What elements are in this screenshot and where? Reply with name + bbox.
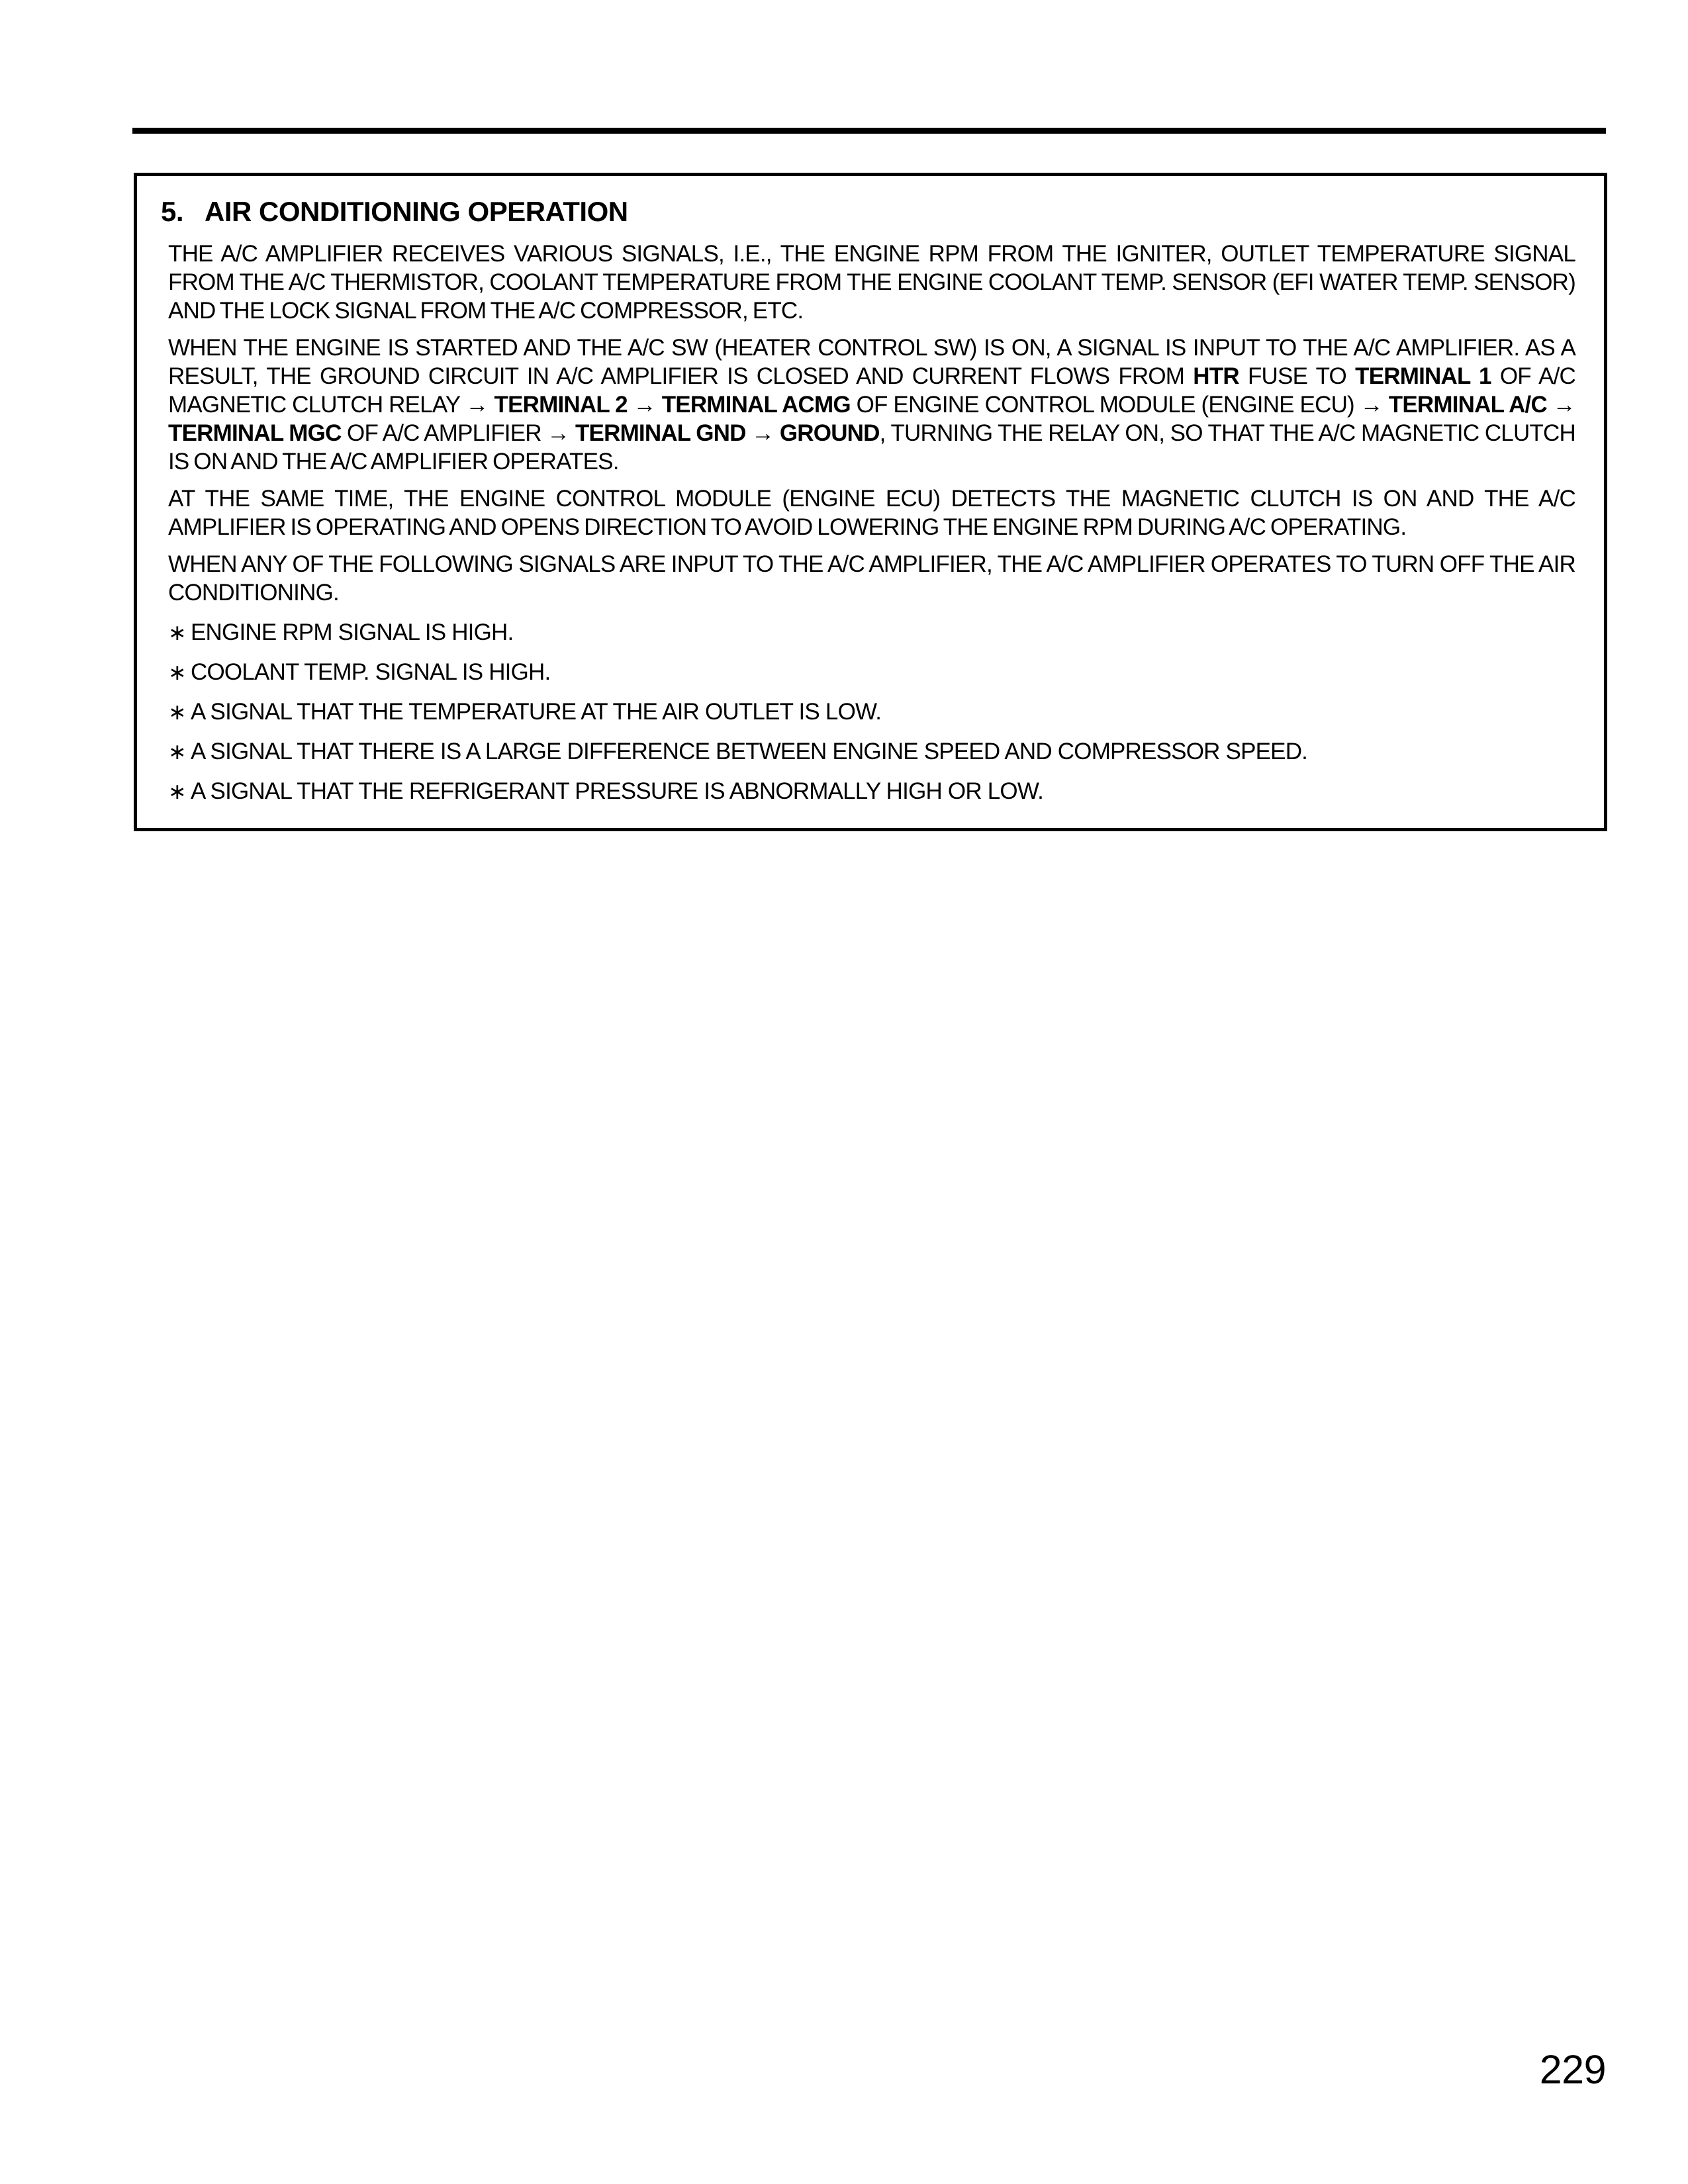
paragraph (168, 240, 1575, 325)
paragraph-segment: WHEN THE ENGINE IS STARTED AND THE A/C SW (HEATER CONTROL SW) IS ON, A SIGNAL IS INPUT TO THE A/C AMPLIFIER. AS A RESULT, THE GROUND CIRCUIT IN A/C AMPLIFIER IS CLOSED AND CURRENT FLOWS FROM (168, 335, 1575, 389)
section-box (134, 173, 1607, 831)
bullet-item (168, 658, 1575, 686)
paragraph-bold-segment: TERMINAL ACMG (661, 392, 851, 418)
bullet-item (168, 618, 1575, 647)
bullet-text: A SIGNAL THAT THERE IS A LARGE DIFFERENCE BETWEEN ENGINE SPEED AND COMPRESSOR SPEED. (191, 739, 1308, 764)
top-horizontal-rule (132, 128, 1606, 134)
paragraph-segment: → (627, 392, 662, 418)
paragraph-bold-segment: TERMINAL GND (575, 420, 746, 446)
paragraphs (161, 240, 1575, 607)
paragraph-segment: → (1546, 392, 1576, 418)
section-heading (161, 196, 1575, 228)
paragraph-segment: OF A/C MAGNETIC CLUTCH RELAY → (168, 363, 1576, 418)
asterisk-bullet-icon: ∗ (168, 779, 186, 803)
paragraph-segment: OF A/C AMPLIFIER → (341, 420, 575, 446)
asterisk-bullet-icon: ∗ (168, 660, 186, 684)
paragraph-segment: WHEN ANY OF THE FOLLOWING SIGNALS ARE INPUT TO THE A/C AMPLIFIER, THE A/C AMPLIFIER OPERATES TO TURN OFF THE AIR CONDITIONING. (168, 551, 1575, 606)
bullet-text: COOLANT TEMP. SIGNAL IS HIGH. (191, 659, 551, 685)
section-title: AIR CONDITIONING OPERATION (205, 196, 628, 227)
asterisk-bullet-icon: ∗ (168, 700, 186, 724)
paragraph (168, 334, 1575, 476)
section-number: 5. (161, 196, 184, 227)
bullet-item (168, 698, 1575, 726)
paragraph (168, 484, 1575, 541)
page-number: 229 (1539, 2047, 1606, 2092)
bullet-text: ENGINE RPM SIGNAL IS HIGH. (191, 619, 514, 645)
paragraph-segment: OF ENGINE CONTROL MODULE (ENGINE ECU) → (850, 392, 1389, 418)
paragraph-segment: AT THE SAME TIME, THE ENGINE CONTROL MODULE (ENGINE ECU) DETECTS THE MAGNETIC CLUTCH IS ON AND THE A/C AMPLIFIER IS OPERATING AND OPENS DIRECTION TO AVOID LOWERING THE ENGINE RPM DURING A/C OPERATING. (168, 486, 1575, 540)
asterisk-bullet-icon: ∗ (168, 620, 186, 645)
paragraph-segment: , TURNING THE RELAY ON, SO THAT THE A/C MAGNETIC CLUTCH IS ON AND THE A/C AMPLIFIER OPERATES. (168, 420, 1575, 475)
asterisk-bullet-icon: ∗ (168, 739, 186, 764)
paragraph (168, 550, 1575, 607)
paragraph-bold-segment: HTR (1193, 363, 1239, 389)
bullet-item (168, 737, 1575, 766)
bullet-text: A SIGNAL THAT THE REFRIGERANT PRESSURE IS ABNORMALLY HIGH OR LOW. (191, 778, 1044, 804)
bullet-item (168, 777, 1575, 805)
paragraph-bold-segment: TERMINAL A/C (1388, 392, 1547, 418)
paragraph-segment: → (745, 420, 780, 446)
bullet-text: A SIGNAL THAT THE TEMPERATURE AT THE AIR OUTLET IS LOW. (191, 699, 882, 725)
paragraph-segment: FUSE TO (1239, 363, 1356, 389)
bullet-list (161, 618, 1575, 805)
paragraph-bold-segment: TERMINAL 1 (1355, 363, 1491, 389)
paragraph-bold-segment: TERMINAL 2 (494, 392, 628, 418)
paragraph-bold-segment: GROUND (779, 420, 880, 446)
paragraph-bold-segment: TERMINAL MGC (168, 420, 342, 446)
paragraph-segment: THE A/C AMPLIFIER RECEIVES VARIOUS SIGNALS, I.E., THE ENGINE RPM FROM THE IGNITER, OUTLET TEMPERATURE SIGNAL FROM THE A/C THERMISTOR, COOLANT TEMPERATURE FROM THE ENGINE COOLANT TEMP. SENSOR (EFI WATER TEMP. SENSOR) AND THE LOCK SIGNAL FROM THE A/C COMPRESSOR, ETC. (168, 241, 1575, 324)
